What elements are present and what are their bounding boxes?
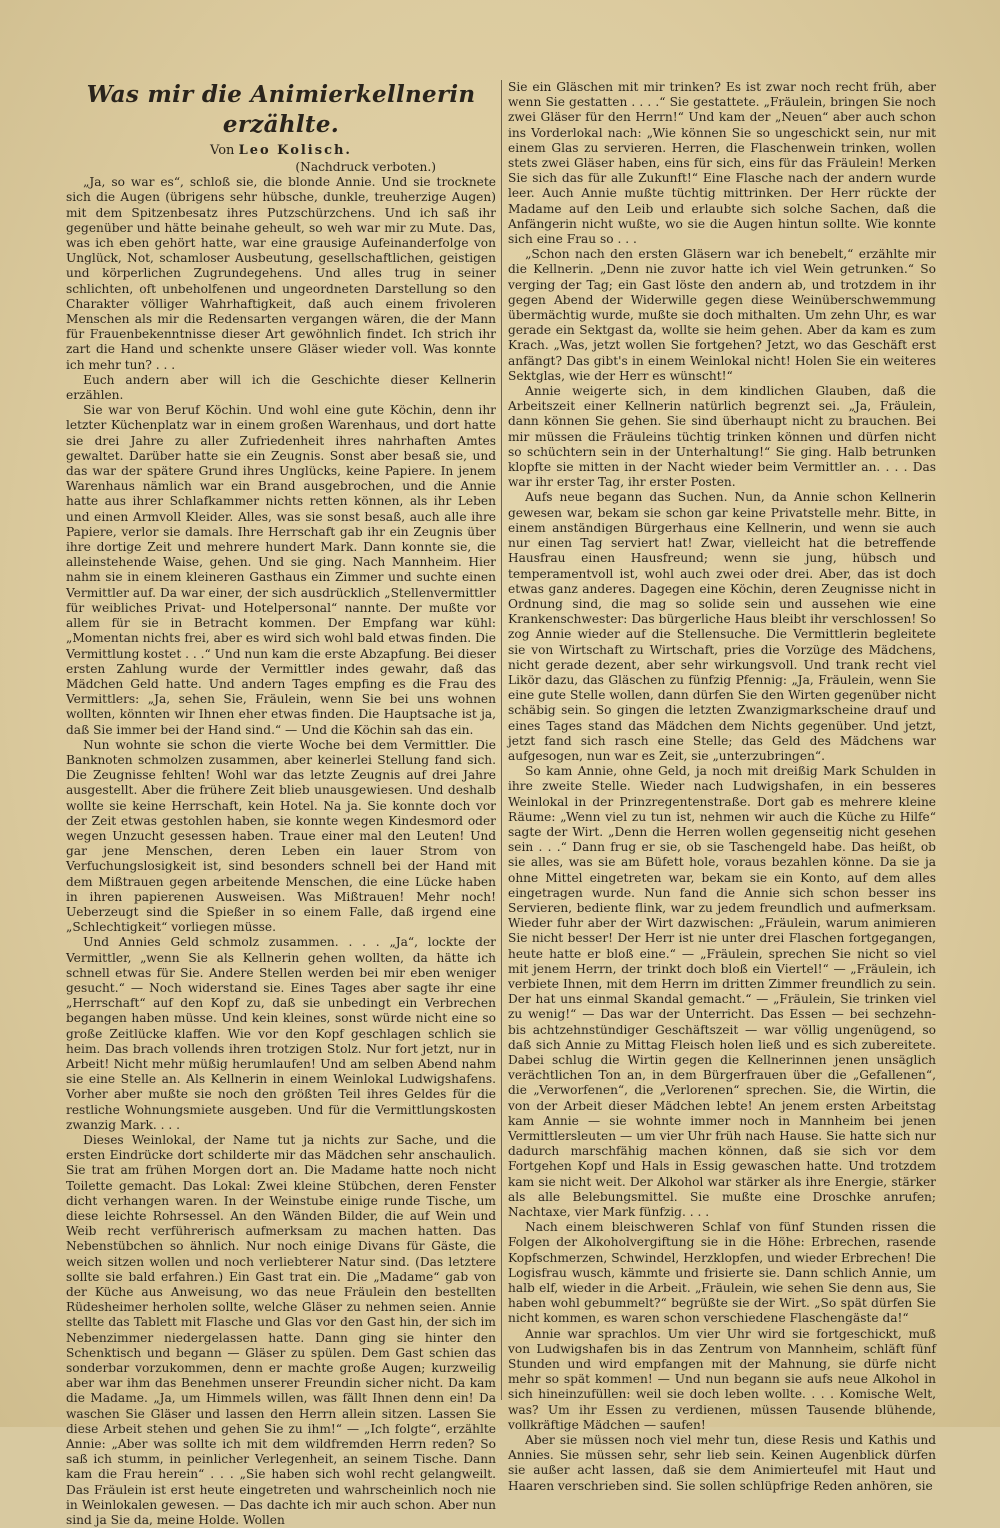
paragraph: Aufs neue begann das Suchen. Nun, da Annie schon Kellnerin gewesen war, bekam sie schon gar keine Privatstelle mehr. Bitte, in einem anständigen Bürgerhaus eine Kellnerin, und wenn sie auch nur einen Tag serviert hat! Zwar, vielleicht hat die betreffende Hausfrau einen Hausfreund; wenn sie jung, hübsch und temperamentvoll ist, wohl auch zwei oder drei. Aber, das ist doch etwas ganz anderes. Dagegen eine Köchin, deren Zeugnisse nicht in Ordnung sind, die mag so solide sein und aussehen wie eine Krankenschwester: Das bürgerliche Haus bleibt ihr verschlossen! So zog Annie wieder auf die Stellensuche. Die Vermittlerin begleitete sie von Wirtschaft zu Wirtschaft, pries die Vorzüge des Mädchens, nicht gerade dezent, aber sehr wirkungsvoll. Und trank recht viel Likör dazu, das Gläschen zu fünfzig Pfennig: „Ja, Fräulein, wenn Sie eine gute Stelle wollen, dann dürfen Sie den Wirten gegenüber nicht schäbig sein. So gingen die letzten Zwanzigmarkscheine drauf und eines Tages stand das Mädchen dem Nichts gegenüber. Und jetzt, jetzt fand sich rasch eine Stelle; das Geld des Mädchens war aufgesogen, nun war es Zeit, sie „unterzubringen“. xyxy=(508,490,936,763)
reprint-notice: (Nachdruck verboten.) xyxy=(295,160,436,174)
paragraph: Annie weigerte sich, in dem kindlichen Glauben, daß die Arbeitszeit einer Kellnerin natürlich begrenzt sei. „Ja, Fräulein, dann können Sie gehen. Sie sind überhaupt nicht zu brauchen. Bei mir müssen die Fräuleins tüchtig trinken können und dürfen nicht so schüchtern sein in der Unterhaltung!“ Sie ging. Halb betrunken klopfte sie mitten in der Nacht wieder beim Vermittler an. . . . Das war ihr erster Tag, ihr erster Posten. xyxy=(508,384,936,490)
paragraph: Aber sie müssen noch viel mehr tun, diese Resis und Kathis und Annies. Sie müssen sehr, sehr lieb sein. Keinen Augenblick dürfen sie außer acht lassen, daß sie dem Animierteufel mit Haut und Haaren verschrieben sind. Sie sollen schlüpfrige Reden anhören, sie xyxy=(508,1433,936,1493)
paragraph: So kam Annie, ohne Geld, ja noch mit dreißig Mark Schulden in ihre zweite Stelle. Wieder nach Ludwigshafen, in ein besseres Weinlokal in der Prinzregentenstraße. Dort gab es mehrere kleine Räume: „Wenn viel zu tun ist, nehmen wir auch die Küche zu Hilfe“ sagte der Wirt. „Denn die Herren wollen gegenseitig nicht gesehen sein . . .“ Dann frug er sie, ob sie Taschengeld habe. Das heißt, ob sie alles, was sie am Büfett hole, voraus bezahlen könne. Da sie ja ohne Mittel eingetreten war, bekam sie ein Konto, auf dem alles eingetragen wurde. Nun fand die Annie sich schon besser ins Servieren, bediente flink, war zu jedem freundlich und aufmerksam. Wieder fuhr aber der Wirt dazwischen: „Fräulein, warum animieren Sie nicht besser! Der Herr ist nie unter drei Flaschen fortgegangen, heute hatte er bloß eine.“ — „Fräulein, sprechen Sie nicht so viel mit jenem Herrn, der trinkt doch bloß ein Viertel!“ — „Fräulein, ich verbiete Ihnen, mit dem Herrn im dritten Zimmer freundlich zu sein. Der hat uns einmal Skandal gemacht.“ — „Fräulein, Sie trinken viel zu wenig!“ — Das war der Unterricht. Das Essen — bei sechzehn- bis achtzehnstündiger Geschäftszeit — war völlig ungenügend, so daß sich Annie zu Mittag Fleisch holen ließ und es sich zubereitete. Dabei schlug die Wirtin gegen die Kellnerinnen jenen unsäglich verächtlichen Ton an, in dem Bürgerfrauen über die „Gefallenen“, die „Verworfenen“, die „Verlorenen“ sprechen. Sie, die Wirtin, die von der Arbeit dieser Mädchen lebte! An jenem ersten Arbeitstag kam Annie — sie wohnte immer noch in Mannheim bei jenen Vermittlersleuten — um vier Uhr früh nach Hause. Sie hatte sich nur dadurch marschfähig machen können, daß sie sich vor dem Fortgehen Kopf und Hals in Essig gewaschen hatte. Und trotzdem kam sie nicht weit. Der Alkohol war stärker als ihre Energie, stärker als alle Belebungsmittel. Sie mußte eine Droschke anrufen; Nachtaxe, vier Mark fünfzig. . . . xyxy=(508,764,936,1220)
byline xyxy=(66,142,496,160)
paragraph: Annie war sprachlos. Um vier Uhr wird sie fortgeschickt, muß von Ludwigshafen bis in das Zentrum von Mannheim, schläft fünf Stunden und wird empfangen mit der Mahnung, sie dürfe nicht mehr so spät kommen! — Und nun begann sie aufs neue Alkohol in sich hineinzufüllen: weil sie doch leben wollte. . . . Komische Welt, was? Um ihr Essen zu verdienen, müssen Tausende blühende, vollkräftige Mädchen — saufen! xyxy=(508,1326,936,1432)
article-title: Was mir die Animierkellnerin erzählte. xyxy=(86,81,476,138)
right-column xyxy=(508,80,936,1493)
paragraph: Sie ein Gläschen mit mir trinken? Es ist zwar noch recht früh, aber wenn Sie gestatten . . . .“ Sie gestattete. „Fräulein, bringen Sie noch zwei Gläser für den Herrn!“ Und kam der „Neuen“ aber auch schon ins Vorderlokal nach: „Wie können Sie so ungeschickt sein, nur mit einem Glas zu servieren. Herren, die Flaschenwein trinken, wollen stets zwei Gläser haben, eins für sich, eins für das Fräulein! Merken Sie sich das für alle Zukunft!“ Eine Flasche nach der andern wurde leer. Auch Annie mußte tüchtig mittrinken. Der Herr rückte der Madame auf den Leib und erlaubte sich solche Sachen, daß die Anfängerin nicht wußte, wo sie die Augen hintun sollte. Wie konnte sich eine Frau so . . . xyxy=(508,80,936,247)
paragraph: „Schon nach den ersten Gläsern war ich benebelt,“ erzählte mir die Kellnerin. „Denn nie zuvor hatte ich viel Wein getrunken.“ So verging der Tag; ein Gast löste den andern ab, und trotzdem in ihr gegen Abend der Widerwille gegen diese Weinüberschwemmung übermächtig wurde, mußte sie doch mithalten. Um zehn Uhr, es war gerade ein Sektgast da, wollte sie heim gehen. Aber da kam es zum Krach. „Was, jetzt wollen Sie fortgehen? Jetzt, wo das Geschäft erst anfängt? Das gibt's in einem Weinlokal nicht! Holen Sie ein weiteres Sektglas, wie der Herr es wünscht!“ xyxy=(508,247,936,383)
paragraph: Dieses Weinlokal, der Name tut ja nichts zur Sache, und die ersten Eindrücke dort schilderte mir das Mädchen sehr anschaulich. Sie trat am frühen Morgen dort an. Die Madame hatte noch nicht Toilette gemacht. Das Lokal: Zwei kleine Stübchen, deren Fenster dicht verhangen waren. In der Weinstube einige runde Tische, um diese leichte Rohrsessel. An den Wänden Bilder, die auf Wein und Weib recht verführerisch aufmerksam zu machen hatten. Das Nebenstübchen so ähnlich. Nur noch einige Divans für Gäste, die weich sitzen wollen und noch verliebterer Natur sind. (Das letztere sollte sie bald erfahren.) Ein Gast trat ein. Die „Madame“ gab von der Küche aus Anweisung, wo das neue Fräulein den bestellten Rüdesheimer herholen sollte, welche Gläser zu nehmen seien. Annie stellte das Tablett mit Flasche und Glas vor den Gast hin, der sich im Nebenzimmer niedergelassen hatte. Dann ging sie hinter den Schenktisch und begann — Gläser zu spülen. Dem Gast schien das sonderbar vorzukommen, denn er machte große Augen; kurzweilig aber war ihm das Benehmen unserer Freundin sicher nicht. Da kam die Madame. „Ja, um Himmels willen, was fällt Ihnen denn ein! Da waschen Sie Gläser und lassen den Herrn allein sitzen. Lassen Sie diese Arbeit stehen und gehen Sie zu ihm!“ — „Ich folgte“, erzählte Annie: „Aber was sollte ich mit dem wildfremden Herrn reden? So saß ich stumm, in peinlicher Verlegenheit, an seinem Tische. Dann kam die Frau herein“ . . . „Sie haben sich wohl recht gelangweilt. Das Fräulein ist erst heute eingetreten und wahrscheinlich noch nie in Weinlokalen gewesen. — Das dachte ich mir auch schon. Aber nun sind ja Sie da, meine Holde. Wollen xyxy=(66,1133,496,1528)
paragraph: Euch andern aber will ich die Geschichte dieser Kellnerin erzählen. xyxy=(66,372,496,403)
byline-prefix: Von xyxy=(210,143,235,158)
paragraph: Und Annies Geld schmolz zusammen. . . . „Ja“, lockte der Vermittler, „wenn Sie als Kellnerin gehen wollten, da hätte ich schnell etwas für Sie. Andere Stellen werden bei mir eben weniger gesucht.“ — Noch widerstand sie. Eines Tages aber sagte ihr eine „Herrschaft“ auf den Kopf zu, daß sie unbedingt ein Verbrechen begangen haben müsse. Und kein kleines, sonst würde nicht eine so große Zeitlücke klaffen. Wie vor den Kopf geschlagen schlich sie heim. Das brach vollends ihren trotzigen Stolz. Nur fort jetzt, nur in Arbeit! Nicht mehr müßig herumlaufen! Und am selben Abend nahm sie eine Stelle an. Als Kellnerin in einem Weinlokal Ludwigshafens. Vorher aber mußte sie noch den größten Teil ihres Geldes für die restliche Wohnungsmiete ausgeben. Und für die Vermittlungskosten zwanzig Mark. . . . xyxy=(66,935,496,1132)
paragraph: Nach einem bleischweren Schlaf von fünf Stunden rissen die Folgen der Alkoholvergiftung sie in die Höhe: Erbrechen, rasende Kopfschmerzen, Schwindel, Herzklopfen, und wieder Erbrechen! Die Logisfrau wusch, kämmte und frisierte sie. Dann schlich Annie, um halb elf, wieder in die Arbeit. „Fräulein, wie sehen Sie denn aus, Sie haben wohl gebummelt?“ begrüßte sie der Wirt. „So spät dürfen Sie nicht kommen, es waren schon verschiedene Flaschengäste da!“ xyxy=(508,1220,936,1326)
paragraph: Sie war von Beruf Köchin. Und wohl eine gute Köchin, denn ihr letzter Küchenplatz war in einem großen Warenhaus, und dort hatte sie drei Jahre zu aller Zufriedenheit ihres nahrhaften Amtes gewaltet. Darüber hatte sie ein Zeugnis. Sonst aber besaß sie, und das war der spätere Grund ihres Unglücks, keine Papiere. In jenem Warenhaus nämlich war ein Brand ausgebrochen, und die Annie hatte aus ihrer Schlafkammer nichts retten können, als ihr Leben und einen Armvoll Kleider. Alles, was sie sonst besaß, auch alle ihre Papiere, verlor sie damals. Ihre Herrschaft gab ihr ein Zeugnis über ihre dortige Zeit und mehrere hundert Mark. Dann konnte sie, die alleinstehende Waise, gehen. Und sie ging. Nach Mannheim. Hier nahm sie in einem kleineren Gasthaus ein Zimmer und suchte einen Vermittler auf. Da war einer, der sich ausdrücklich „Stellenvermittler für weibliches Privat- und Hotelpersonal“ nannte. Der mußte vor allem für sie in Betracht kommen. Der Empfang war kühl: „Momentan nichts frei, aber es wird sich wohl bald etwas finden. Die Vermittlung kostet . . .“ Und nun kam die erste Abzapfung. Bei dieser ersten Zahlung wurde der Vermittler indes gewahr, daß das Mädchen Geld hatte. Und andern Tages empfing es die Frau des Vermittlers: „Ja, sehen Sie, Fräulein, wenn Sie bei uns wohnen wollten, könnten wir Ihnen eher etwas finden. Die Hauptsache ist ja, daß Sie immer bei der Hand sind.“ — Und die Köchin sah das ein. xyxy=(66,403,496,737)
right-body-text xyxy=(508,80,936,1494)
left-body-text xyxy=(66,175,496,1528)
column-divider xyxy=(501,80,502,1400)
paragraph: „Ja, so war es“, schloß sie, die blonde Annie. Und sie trocknete sich die Augen (übrigens sehr hübsche, dunkle, treuherzige Augen) mit dem Spitzenbesatz ihres Putzschürzchens. Und ich saß ihr gegenüber und hätte beinahe geheult, so weh war mir zu Mute. Das, was ich eben gehört hatte, war eine grausige Aufeinanderfolge von Unglück, Not, schamloser Ausbeutung, gesellschaftlichen, geistigen und körperlichen Zugrundegehens. Und alles trug in seiner schlichten, oft unbeholfenen und ungeordneten Darstellung so den Charakter völliger Wahrhaftigkeit, daß auch einem frivoleren Menschen als mir die Redensarten vergangen wären, die der Mann für Frauenbekenntnisse dieser Art gewöhnlich findet. Ich strich ihr zart die Hand und schenkte unsere Gläser wieder voll. Was konnte ich mehr tun? . . . xyxy=(66,175,496,372)
left-column xyxy=(66,80,496,1528)
author-name: Leo Kolisch. xyxy=(238,143,352,158)
paragraph: Nun wohnte sie schon die vierte Woche bei dem Vermittler. Die Banknoten schmolzen zusammen, aber keinerlei Stellung fand sich. Die Zeugnisse fehlten! Wohl war das letzte Zeugnis auf drei Jahre ausgestellt. Aber die frühere Zeit blieb unausgewiesen. Und deshalb wollte sie keine Herrschaft, kein Hotel. Na ja. Sie konnte doch vor der Zeit etwas gestohlen haben, sie konnte wegen Kindesmord oder wegen Unzucht gesessen haben. Traue einer mal den Leuten! Und gar jene Menschen, deren Leben ein lauer Strom von Verfuchungslosigkeit ist, sind besonders schnell bei der Hand mit dem Mißtrauen gegen arbeitende Menschen, die eine Lücke haben in ihren papierenen Ausweisen. Was Mißtrauen! Mehr noch! Ueberzeugt sind die Spießer in so einem Falle, daß irgend eine „Schlechtigkeit“ vorliegen müsse. xyxy=(66,737,496,935)
